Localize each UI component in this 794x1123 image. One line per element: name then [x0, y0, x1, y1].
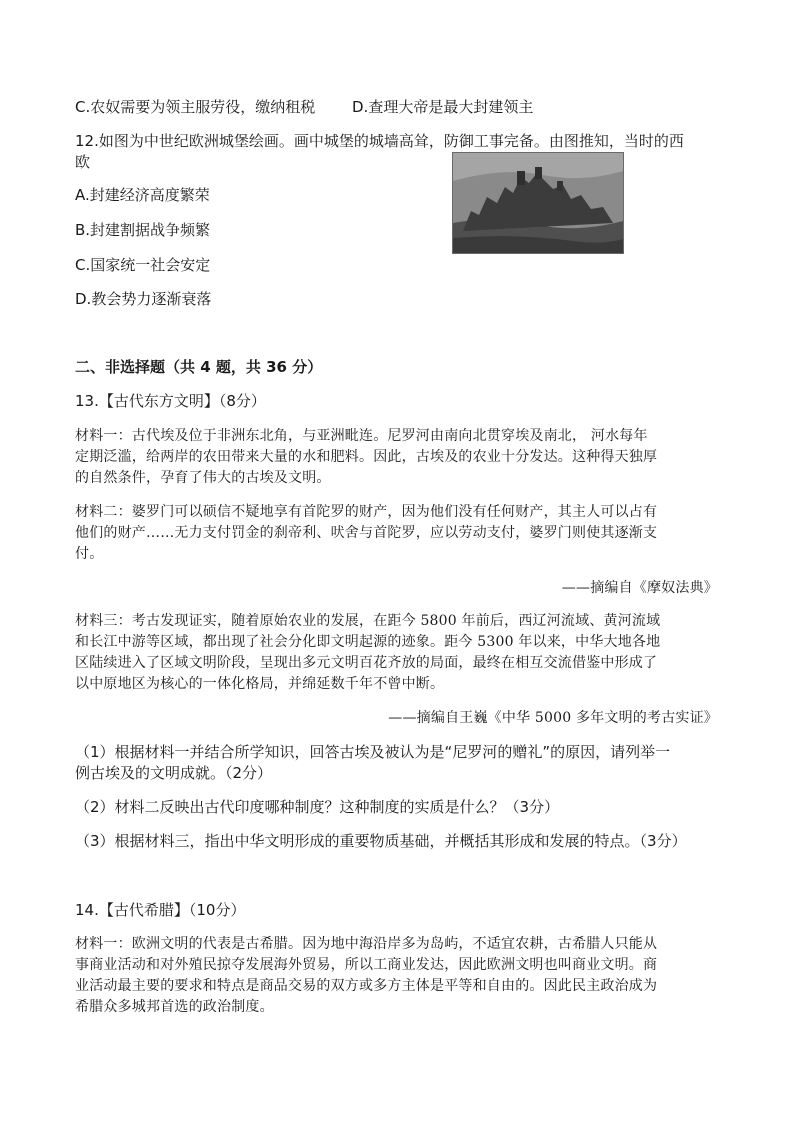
q12-option-c: C.国家统一社会安定	[75, 256, 211, 274]
q13-subquestion-3: （3）根据材料三，指出中华文明形成的重要物质基础，并概括其形成和发展的特点。（3分）	[75, 832, 687, 850]
castle-painting-drawing	[453, 153, 623, 253]
section-title: 二、非选择题（共 4 题，共 36 分）	[75, 358, 323, 376]
q13-material3-source: ——摘编自王巍《中华 5000 多年文明的考古实证》	[388, 710, 718, 726]
q14-title: 14.【古代希腊】（10分）	[75, 901, 246, 919]
q13-material2-line: 付。	[75, 546, 104, 562]
q13-material3-line: 以中原地区为核心的一体化格局，并绵延数千年不曾中断。	[75, 676, 445, 692]
q13-title: 13.【古代东方文明】（8分）	[75, 392, 266, 410]
q13-material2-source: ——摘编自《摩奴法典》	[561, 580, 718, 596]
q13-material1-line: 的自然条件，孕育了伟大的古埃及文明。	[75, 470, 331, 486]
q13-material1-line: 材料一：古代埃及位于非洲东北角，与亚洲毗连。尼罗河由南向北贯穿埃及南北， 河水每年	[75, 428, 648, 444]
q13-material2-line: 材料二：婆罗门可以硕信不疑地享有首陀罗的财产，因为他们没有任何财产，其主人可以占有	[75, 504, 658, 520]
q12-stem-cont: 欧	[75, 153, 91, 171]
q13-subquestion-2: （2）材料二反映出古代印度哪种制度？这种制度的实质是什么？（3分）	[75, 798, 560, 816]
q12-option-d: D.教会势力逐渐衰落	[75, 290, 212, 308]
q13-material1-line: 定期泛滥，给两岸的农田带来大量的水和肥料。因此，古埃及的农业十分发达。这种得天独厚	[75, 449, 658, 465]
q14-material1-line: 材料一：欧洲文明的代表是古希腊。因为地中海沿岸多为岛屿，不适宜农耕，古希腊人只能从	[75, 936, 658, 952]
q14-material1-line: 希腊众多城邦首选的政治制度。	[75, 999, 274, 1015]
q11-option-d: D.查理大帝是最大封建领主	[352, 98, 534, 116]
q13-material3-line: 材料三：考古发现证实，随着原始农业的发展，在距今 5800 年前后，西辽河流域、黄河流域	[75, 613, 661, 629]
q12-stem: 12.如图为中世纪欧洲城堡绘画。画中城堡的城墙高耸，防御工事完备。由图推知，当时的西	[75, 132, 684, 150]
q12-option-b: B.封建割据战争频繁	[75, 221, 211, 239]
q13-subquestion-1-cont: 例古埃及的文明成就。（2分）	[75, 764, 273, 782]
q13-material2-line: 他们的财产……无力支付罚金的刹帝利、吠舍与首陀罗，应以劳动支付，婆罗门则使其逐渐支	[75, 525, 658, 541]
q12-option-a: A.封建经济高度繁荣	[75, 186, 210, 204]
q13-material3-line: 区陆续进入了区域文明阶段，呈现出多元文明百花齐放的局面，最终在相互交流借鉴中形成了	[75, 655, 658, 671]
q13-material3-line: 和长江中游等区域，都出现了社会分化即文明起源的迹象。距今 5300 年以来，中华大地各地	[75, 634, 661, 650]
castle-painting-image	[452, 152, 624, 254]
q13-subquestion-1: （1）根据材料一并结合所学知识，回答古埃及被认为是“尼罗河的赠礼”的原因，请列举一	[75, 743, 671, 761]
q14-material1-line: 事商业活动和对外殖民掠夺发展海外贸易，所以工商业发达，因此欧洲文明也叫商业文明。商	[75, 957, 658, 973]
q11-option-c: C.农奴需要为领主服劳役，缴纳租税	[75, 98, 316, 116]
q14-material1-line: 业活动最主要的要求和特点是商品交易的双方或多方主体是平等和自由的。因此民主政治成为	[75, 978, 658, 994]
